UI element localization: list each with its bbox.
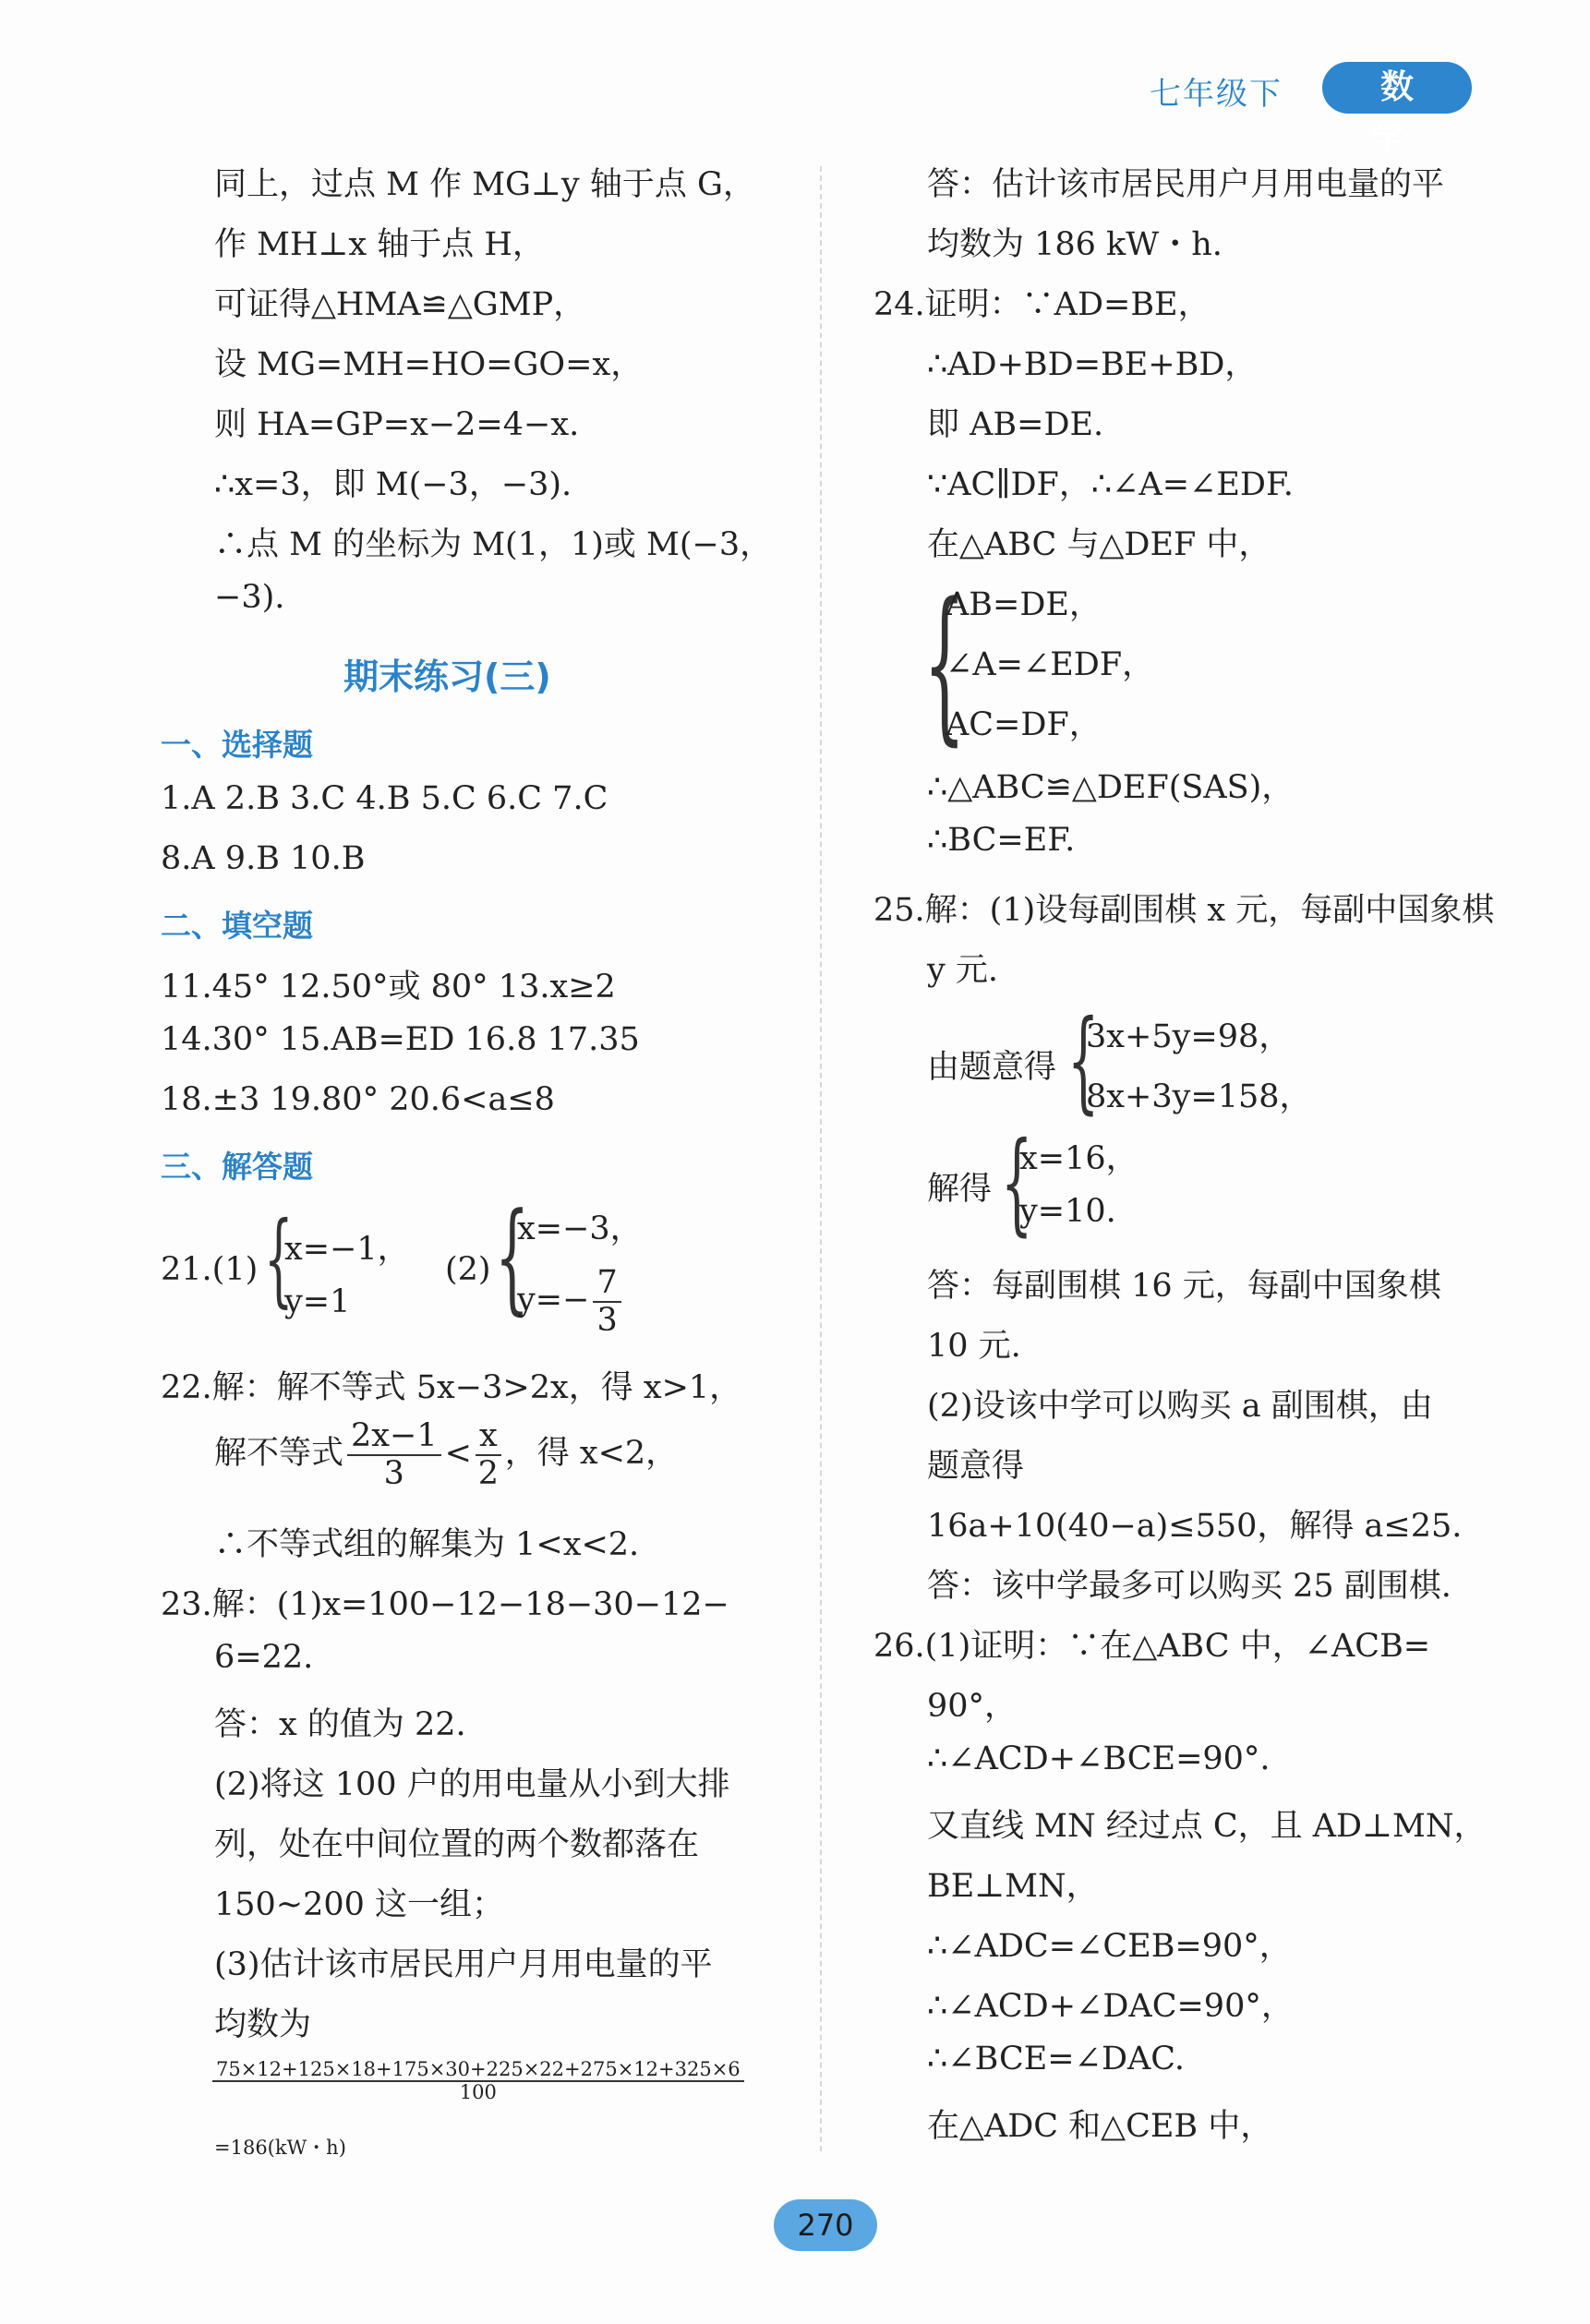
column-divider	[820, 166, 822, 2151]
text-line: 答：该中学最多可以购买 25 副围棋.	[927, 1568, 1451, 1605]
text-line: 则 HA=GP=x−2=4−x.	[214, 406, 580, 443]
text-line: ∵AC∥DF，∴∠A=∠EDF.	[927, 466, 1294, 503]
text-line: (2)设该中学可以购买 a 副围棋，由	[927, 1388, 1433, 1425]
equation-line: ∠A=∠EDF，	[946, 646, 1155, 683]
text-line: ∴∠BCE=∠DAC.	[927, 2041, 1185, 2077]
text-line: ∴∠ACD+∠BCE=90°.	[927, 1740, 1271, 1777]
answer-line: 11.45° 12.50°或 80° 13.x≥2	[161, 969, 616, 1005]
text-line: 答：每副围棋 16 元，每副中国象棋	[927, 1268, 1441, 1305]
text-line: 设 MG=MH=HO=GO=x，	[214, 346, 644, 383]
text-line: 10 元.	[927, 1328, 1021, 1365]
equation-line: y=1	[284, 1283, 351, 1320]
text-line: BE⊥MN，	[927, 1868, 1099, 1905]
text-line	[214, 1418, 678, 1491]
text-line: 作 MH⊥x 轴于点 H，	[214, 226, 545, 263]
brace-icon: {	[1067, 997, 1100, 1126]
section-title: 期末练习(三)	[343, 656, 551, 697]
brace-icon: {	[923, 568, 966, 761]
brace-icon: {	[495, 1186, 530, 1327]
denominator: 2	[477, 1454, 499, 1492]
text: <	[444, 1435, 472, 1472]
text-line: ∴点 M 的坐标为 M(1，1)或 M(−3，	[214, 526, 773, 563]
text-line: 26.(1)证明：∵在△ABC 中，∠ACB=	[873, 1628, 1431, 1665]
text-line: 22.解：解不等式 5x−3>2x，得 x>1，	[161, 1369, 742, 1406]
text-line: 同上，过点 M 作 MG⊥y 轴于点 G，	[214, 166, 755, 203]
equation-line: 8x+3y=158，	[1086, 1078, 1312, 1115]
equation-line: y=10.	[1019, 1193, 1116, 1230]
section-heading: 二、填空题	[161, 908, 313, 944]
page-number: 270	[774, 2199, 877, 2251]
text-line: 24.证明：∵AD=BE，	[873, 286, 1211, 323]
subject-badge: 数 学	[1322, 62, 1472, 114]
text-line: (3)估计该市居民用户月用电量的平	[214, 1946, 713, 1983]
fraction	[476, 1418, 501, 1491]
text-line: 25.解：(1)设每副围棋 x 元，每副中国象棋	[873, 892, 1495, 929]
text-line: (2)将这 100 户的用电量从小到大排	[214, 1766, 730, 1803]
text-line: 在△ADC 和△CEB 中，	[927, 2108, 1273, 2145]
brace-icon: {	[1001, 1119, 1033, 1247]
text-line: 由题意得	[927, 1049, 1057, 1086]
equation-line: x=−1，	[284, 1231, 410, 1268]
numerator: 2x−1	[347, 1418, 441, 1456]
text-line: ∴BC=EF.	[927, 822, 1076, 859]
equation-line: x=−3，	[517, 1210, 643, 1247]
text: ，得 x<2，	[504, 1435, 679, 1472]
grade-label: 七年级下	[1150, 76, 1283, 113]
text-line: 答：x 的值为 22.	[214, 1706, 466, 1743]
text-line: 列，处在中间位置的两个数都落在	[214, 1826, 700, 1863]
fraction	[347, 1418, 441, 1491]
text-line: 解得	[927, 1171, 993, 1208]
denominator: 3	[596, 1301, 618, 1339]
fraction	[593, 1265, 620, 1338]
formula	[212, 2059, 744, 2103]
question-number: 21.(1)	[161, 1251, 259, 1288]
text-line: ∴x=3，即 M(−3，−3).	[214, 466, 572, 503]
text-line: 可证得△HMA≌△GMP，	[214, 286, 586, 323]
equation-line: AC=DF，	[946, 706, 1102, 743]
text-line: 16a+10(40−a)≤550，解得 a≤25.	[927, 1508, 1463, 1545]
answer-line: 8.A 9.B 10.B	[161, 840, 366, 877]
brace-icon: {	[264, 1199, 294, 1318]
denominator: 3	[383, 1454, 404, 1492]
text-line: ∴不等式组的解集为 1<x<2.	[214, 1526, 640, 1563]
text: 解不等式	[214, 1435, 344, 1472]
text-line: ∴△ABC≌△DEF(SAS)，	[927, 769, 1295, 806]
text-line: 90°，	[927, 1688, 1018, 1725]
text-line: ∴∠ADC=∠CEB=90°，	[927, 1928, 1292, 1965]
section-heading: 一、选择题	[161, 727, 313, 763]
equation-line: x=16，	[1019, 1140, 1138, 1177]
text-line: 即 AB=DE.	[927, 406, 1104, 443]
text-line: −3).	[214, 579, 285, 616]
text-line: 150~200 这一组；	[214, 1886, 505, 1923]
equation-line: AB=DE，	[946, 586, 1102, 623]
denominator: 100	[459, 2081, 497, 2104]
numerator: 7	[593, 1265, 620, 1303]
fraction	[212, 2059, 744, 2103]
text-line: y 元.	[927, 952, 999, 989]
text-line: ∴AD+BD=BE+BD，	[927, 346, 1258, 383]
section-heading: 三、解答题	[161, 1149, 313, 1185]
text-line: 题意得	[927, 1448, 1025, 1485]
text-line: 均数为	[214, 2006, 312, 2043]
equation-line	[517, 1265, 625, 1338]
text-line: ∴∠ACD+∠DAC=90°，	[927, 1988, 1294, 2025]
answer-line: 1.A 2.B 3.C 4.B 5.C 6.C 7.C	[161, 780, 608, 817]
text-line: 均数为 186 kW・h.	[927, 226, 1223, 263]
text-line: 答：估计该市居民用户月用电量的平	[927, 166, 1445, 203]
text-line: 6=22.	[214, 1639, 314, 1676]
answer-line: 14.30° 15.AB=ED 16.8 17.35	[161, 1021, 640, 1058]
question-subpart: (2)	[445, 1251, 491, 1288]
equation-text: y=−	[517, 1282, 590, 1319]
numerator: x	[476, 1418, 501, 1456]
text-line: 又直线 MN 经过点 C，且 AD⊥MN，	[927, 1808, 1487, 1845]
answer-line: 18.±3 19.80° 20.6<a≤8	[161, 1081, 555, 1118]
equation-line: 3x+5y=98，	[1086, 1018, 1292, 1055]
text-line: 23.解：(1)x=100−12−18−30−12−	[161, 1586, 729, 1623]
formula-result: =186(kW・h)	[214, 2137, 346, 2159]
numerator: 75×12+125×18+175×30+225×22+275×12+325×6	[212, 2059, 744, 2082]
text-line: 在△ABC 与△DEF 中，	[927, 526, 1271, 563]
